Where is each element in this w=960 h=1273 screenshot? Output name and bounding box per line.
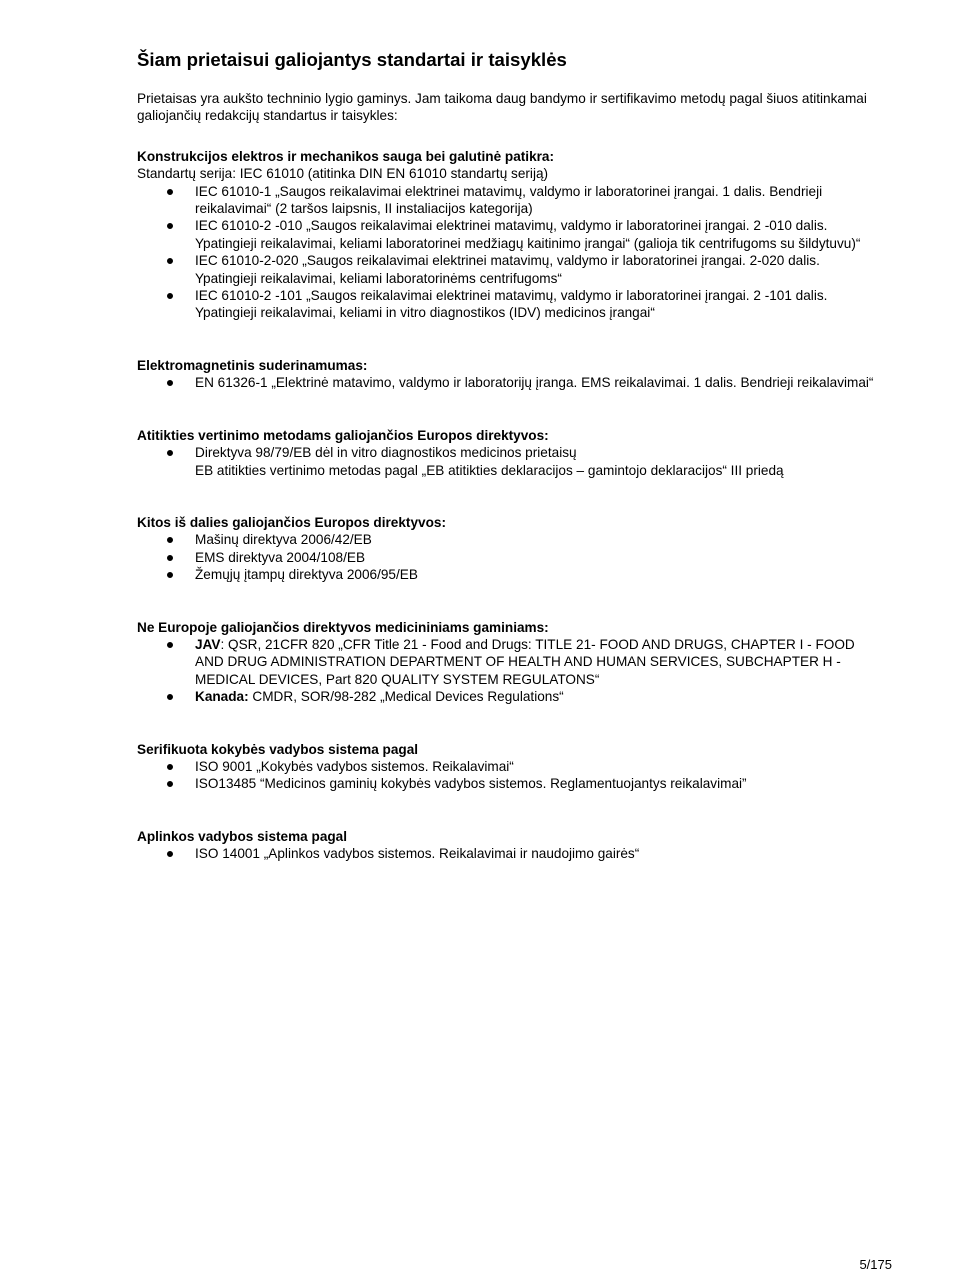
list-item: ISO 14001 „Aplinkos vadybos sistemos. Reikalavimai ir naudojimo gairės“ [137, 845, 877, 862]
list-item: Kanada: CMDR, SOR/98-282 „Medical Devices Regulations“ [137, 688, 877, 705]
bullet-icon [167, 694, 173, 700]
list-item: Mašinų direktyva 2006/42/EB [137, 531, 877, 548]
list-item: ISO13485 “Medicinos gaminių kokybės vadybos sistemos. Reglamentuojantys reikalavimai” [137, 775, 877, 792]
section-environment [137, 828, 877, 863]
list-item: IEC 61010-2 -101 „Saugos reikalavimai elektrinei matavimų, valdymo ir laboratorinei įrangai. 2 -101 dalis. Ypatingieji reikalavimai, keliami in vitro diagnostikos (IDV) medicinos įrangai“ [137, 287, 877, 322]
environment-list [137, 845, 877, 862]
list-item: IEC 61010-2 -010 „Saugos reikalavimai elektrinei matavimų, valdymo ir laboratorinei įrangai. 2 -010 dalis. Ypatingieji reikalavimai, keliami laboratorinei medžiagų kaitinimo įrangai“ (galioja tik centrifugoms su šildytuvu)“ [137, 217, 877, 252]
section-safety [137, 148, 877, 322]
list-item: IEC 61010-2-020 „Saugos reikalavimai elektrinei matavimų, valdymo ir laboratorinei įrangai. 2-020 dalis. Ypatingieji reikalavimai, keliami laboratorinėms centrifugoms“ [137, 252, 877, 287]
list-item: JAV: QSR, 21CFR 820 „CFR Title 21 - Food and Drugs: TITLE 21- FOOD AND DRUGS, CHAPTER I - FOOD AND DRUG ADMINISTRATION DEPARTMENT OF HEALTH AND HUMAN SERVICES, SUBCHAPTER H - MEDICAL DEVICES, Part 820 QUALITY SYSTEM REGULATONS“ [137, 636, 877, 688]
quality-list [137, 758, 877, 793]
section-emc-title: Elektromagnetinis suderinamumas: [137, 357, 368, 373]
bullet-icon [167, 781, 173, 787]
conformity-extra: EB atitikties vertinimo metodas pagal „EB atitikties deklaracijos – gamintojo deklaracijos“ III priedą [195, 462, 784, 478]
intro-paragraph: Prietaisas yra aukšto techninio lygio gaminys. Jam taikoma daug bandymo ir sertifikavimo metodų pagal šiuos atitinkamai galiojančių redakcijų standartus ir taisykles: [137, 91, 867, 124]
section-safety-subtitle: Standartų serija: IEC 61010 (atitinka DIN EN 61010 standartų seriją) [137, 166, 549, 182]
safety-list [137, 183, 877, 322]
list-item: Žemųjų įtampų direktyva 2006/95/EB [137, 566, 877, 583]
bullet-icon [167, 764, 173, 770]
page-title: Šiam prietaisui galiojantys standartai ir taisyklės [137, 49, 567, 70]
section-emc [137, 357, 877, 392]
page-number: 5/175 [859, 1257, 892, 1272]
bullet-icon [167, 555, 173, 561]
section-other-eu-title: Kitos iš dalies galiojančios Europos direktyvos: [137, 514, 446, 530]
bullet-icon [167, 293, 173, 299]
bullet-icon [167, 642, 173, 648]
list-item: Direktyva 98/79/EB dėl in vitro diagnostikos medicinos prietaisų [137, 444, 877, 461]
section-safety-title: Konstrukcijos elektros ir mechanikos sauga bei galutinė patikra: [137, 148, 555, 164]
section-conformity-title: Atitikties vertinimo metodams galiojančios Europos direktyvos: [137, 427, 549, 443]
bullet-icon [167, 189, 173, 195]
section-other-eu [137, 514, 877, 584]
emc-list [137, 374, 877, 391]
section-quality-title: Serifikuota kokybės vadybos sistema pagal [137, 741, 419, 757]
conformity-list [137, 444, 877, 461]
bullet-icon [167, 537, 173, 543]
bullet-icon [167, 258, 173, 264]
bullet-icon [167, 223, 173, 229]
list-item: EN 61326-1 „Elektrinė matavimo, valdymo ir laboratorijų įranga. EMS reikalavimai. 1 dalis. Bendrieji reikalavimai“ [137, 374, 877, 391]
bullet-icon [167, 572, 173, 578]
bullet-icon [167, 851, 173, 857]
document-body [137, 48, 877, 898]
list-item: IEC 61010-1 „Saugos reikalavimai elektrinei matavimų, valdymo ir laboratorinei įrangai. 1 dalis. Bendrieji reikalavimai“ (2 taršos laipsnis, II instaliacijos kategorija) [137, 183, 877, 218]
non-eu-list [137, 636, 877, 706]
section-environment-title: Aplinkos vadybos sistema pagal [137, 828, 348, 844]
section-non-eu-title: Ne Europoje galiojančios direktyvos medicininiams gaminiams: [137, 619, 549, 635]
bullet-icon [167, 450, 173, 456]
bullet-icon [167, 380, 173, 386]
list-item: ISO 9001 „Kokybės vadybos sistemos. Reikalavimai“ [137, 758, 877, 775]
section-quality [137, 741, 877, 793]
list-item: EMS direktyva 2004/108/EB [137, 549, 877, 566]
section-non-eu [137, 619, 877, 706]
section-conformity [137, 427, 877, 479]
other-eu-list [137, 531, 877, 583]
